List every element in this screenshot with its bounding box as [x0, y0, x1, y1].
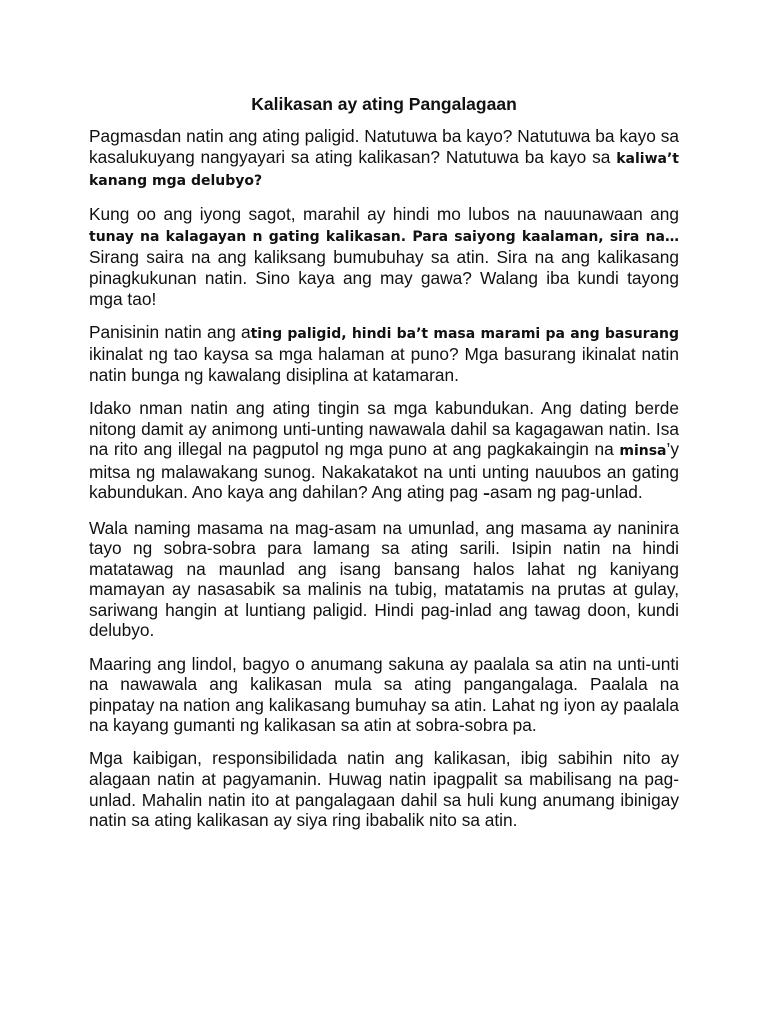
paragraph-text: Panisinin natin ang a [89, 321, 251, 342]
paragraph-text: Idako nman natin ang ating tingin sa mga kabundukan. Ang dating berde nitong damit ay animong unti-unting nawawala dahil sa kagagawan natin. Isa na rito ang illegal na pagputol ng mga puno at ang pagkakaingin na [89, 398, 679, 460]
paragraph-text: Mga kaibigan, responsibilidada natin ang kalikasan, ibig sabihin nito ay alagaan natin at pagyamanin. Huwag natin ipagpalit sa mabilisang na pag-unlad. Mahalin natin ito at pangalagaan dahil sa huli kung anumang ibinigay natin sa ating kalikasan ay siya ring ibabalik nito sa atin. [89, 748, 679, 831]
paragraph-6 [89, 654, 679, 736]
document-title: Kalikasan ay ating Pangalagaan [251, 94, 517, 114]
paragraph-text: Wala naming masama na mag-asam na umunlad, ang masama ay naninira tayo ng sobra-sobra para lamang sa ating sarili. Isipin natin na hindi matatawag na maunlad ang isang bansang halos lahat ng kaniyang mamayan ay nasasabik sa malinis na tubig, matatamis na prutas at gulay, sariwang hangin at luntiang paligid. Hindi pag-inlad ang tawag doon, kundi delubyo. [89, 517, 679, 641]
paragraph-text: Pagmasdan natin ang ating paligid. Natutuwa ba kayo? Natutuwa ba kayo sa kasalukuyang nangyayari sa ating kalikasan? Natutuwa ba kayo sa [89, 126, 679, 167]
paragraph-text: Maaring ang lindol, bagyo o anumang sakuna ay paalala sa atin na unti-unti na nawawala ang kalikasan mula sa ating pangangalaga. Paalala na pinpatay na nation ang kalikasang bumuhay sa atin. Lahat ng iyon ay paalala na kayang gumanti ng kalikasan sa atin at sobra-sobra pa. [89, 653, 679, 736]
paragraph-text: Sirang saira na ang kaliksang bumubuhay sa atin. Sira na ang kalikasang pinagkukunan natin. Sino kaya ang may gawa? Walang iba kundi tayong mga tao! [89, 247, 679, 309]
paragraph-5 [89, 518, 679, 642]
paragraph-text: ikinalat ng tao kaysa sa mga halaman at puno? Mga basurang ikinalat natin natin bunga ng kawalang disiplina at katamaran. [89, 344, 679, 385]
paragraph-2 [89, 204, 679, 309]
paragraph-text: ’y mitsa ng malawakang sunog. Nakakatakot na unti unting nauubos an gating kabundukan. Ano kaya ang dahilan? Ang ating pag [89, 439, 679, 503]
paragraph-4 [89, 398, 679, 505]
paragraph-text: Kung oo ang iyong sagot, marahil ay hindi mo lubos na nauunawaan ang [89, 204, 679, 225]
paragraph-bold-text: tunay na kalagayan n gating kalikasan. Para saiyong kaalaman, sira na… [89, 228, 679, 245]
paragraph-1 [89, 126, 679, 192]
paragraph-7 [89, 748, 679, 830]
paragraph-bold-text: – [482, 486, 490, 503]
document-page [89, 94, 679, 831]
paragraph-text: asam ng pag-unlad. [489, 482, 643, 503]
paragraph-3 [89, 322, 679, 386]
paragraph-bold-text: kaliwa’t kanang mga delubyo? [89, 150, 679, 190]
paragraph-bold-text: ting paligid, hindi ba’t masa marami pa ang basurang [250, 325, 679, 342]
paragraph-bold-text: minsa [619, 443, 667, 460]
